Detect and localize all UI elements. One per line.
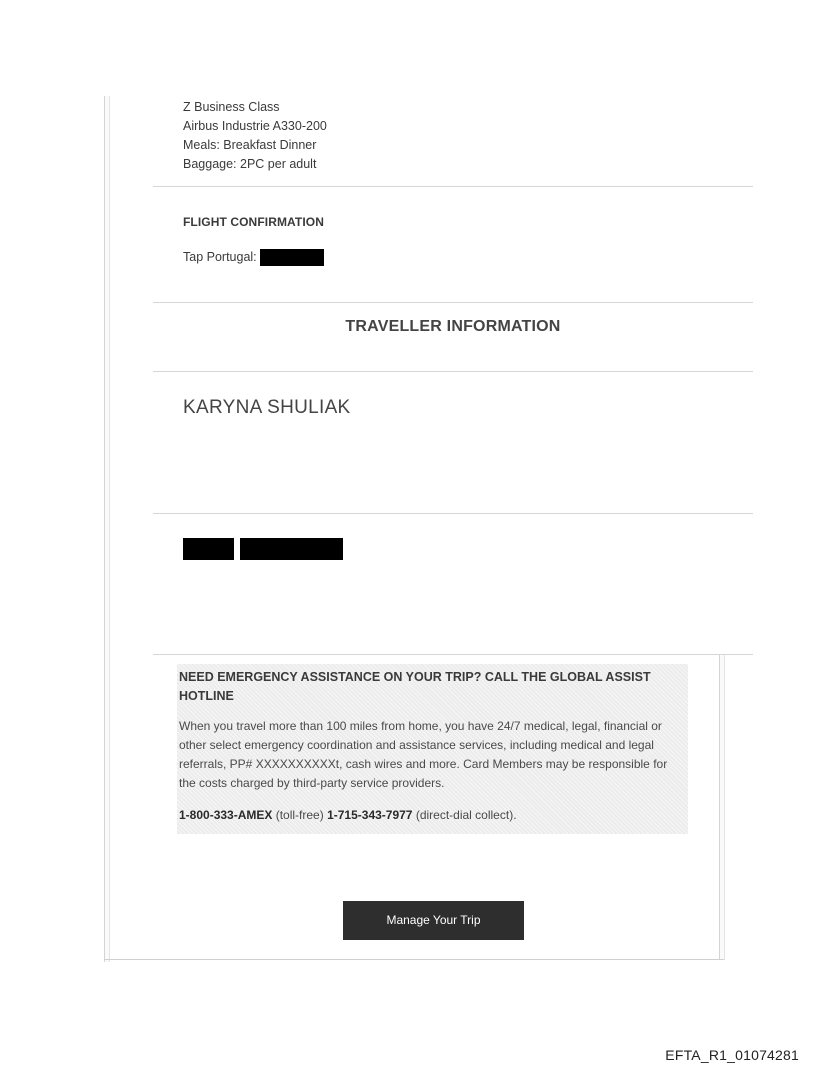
meals-info: Meals: Breakfast Dinner — [183, 138, 317, 152]
phone-direct[interactable]: 1-715-343-7977 — [327, 808, 413, 822]
emergency-body: When you travel more than 100 miles from home, you have 24/7 medical, legal, financial or other select emergency coordination and assistance services, including medical and legal referrals, PP# XXXXXXXXXXt, cash wires and more. Card Members may be responsible for the costs charged by third-party service providers. — [179, 719, 668, 790]
flight-details — [183, 98, 327, 174]
divider — [153, 302, 753, 303]
divider — [153, 371, 753, 372]
aircraft-type: Airbus Industrie A330-200 — [183, 119, 327, 133]
redacted-block — [183, 538, 234, 560]
flight-confirmation-line — [183, 249, 324, 266]
divider — [153, 186, 753, 187]
traveller-name: KARYNA SHULIAK — [183, 397, 351, 418]
phone-direct-note: (direct-dial collect). — [415, 808, 517, 822]
email-frame-left-border — [104, 96, 110, 962]
phone-tollfree-note: (toll-free) — [275, 808, 324, 822]
phone-tollfree[interactable]: 1-800-333-AMEX — [179, 808, 273, 822]
manage-your-trip-button[interactable]: Manage Your Trip — [343, 901, 524, 940]
airline-label: Tap Portugal: — [183, 249, 257, 264]
redacted-confirmation-number — [260, 249, 324, 266]
redacted-block — [240, 538, 343, 560]
flight-confirmation-heading: FLIGHT CONFIRMATION — [183, 215, 324, 229]
divider — [153, 513, 753, 514]
email-frame-right-border — [719, 655, 725, 960]
traveller-information-heading: TRAVELLER INFORMATION — [345, 318, 561, 335]
divider — [153, 654, 753, 655]
email-frame-bottom-border — [104, 959, 724, 960]
emergency-title: NEED EMERGENCY ASSISTANCE ON YOUR TRIP? CALL THE GLOBAL ASSIST HOTLINE — [179, 670, 651, 703]
baggage-info: Baggage: 2PC per adult — [183, 157, 317, 171]
document-id: EFTA_R1_01074281 — [665, 1047, 799, 1063]
emergency-phone-numbers — [179, 808, 517, 822]
cabin-class: Z Business Class — [183, 100, 280, 114]
